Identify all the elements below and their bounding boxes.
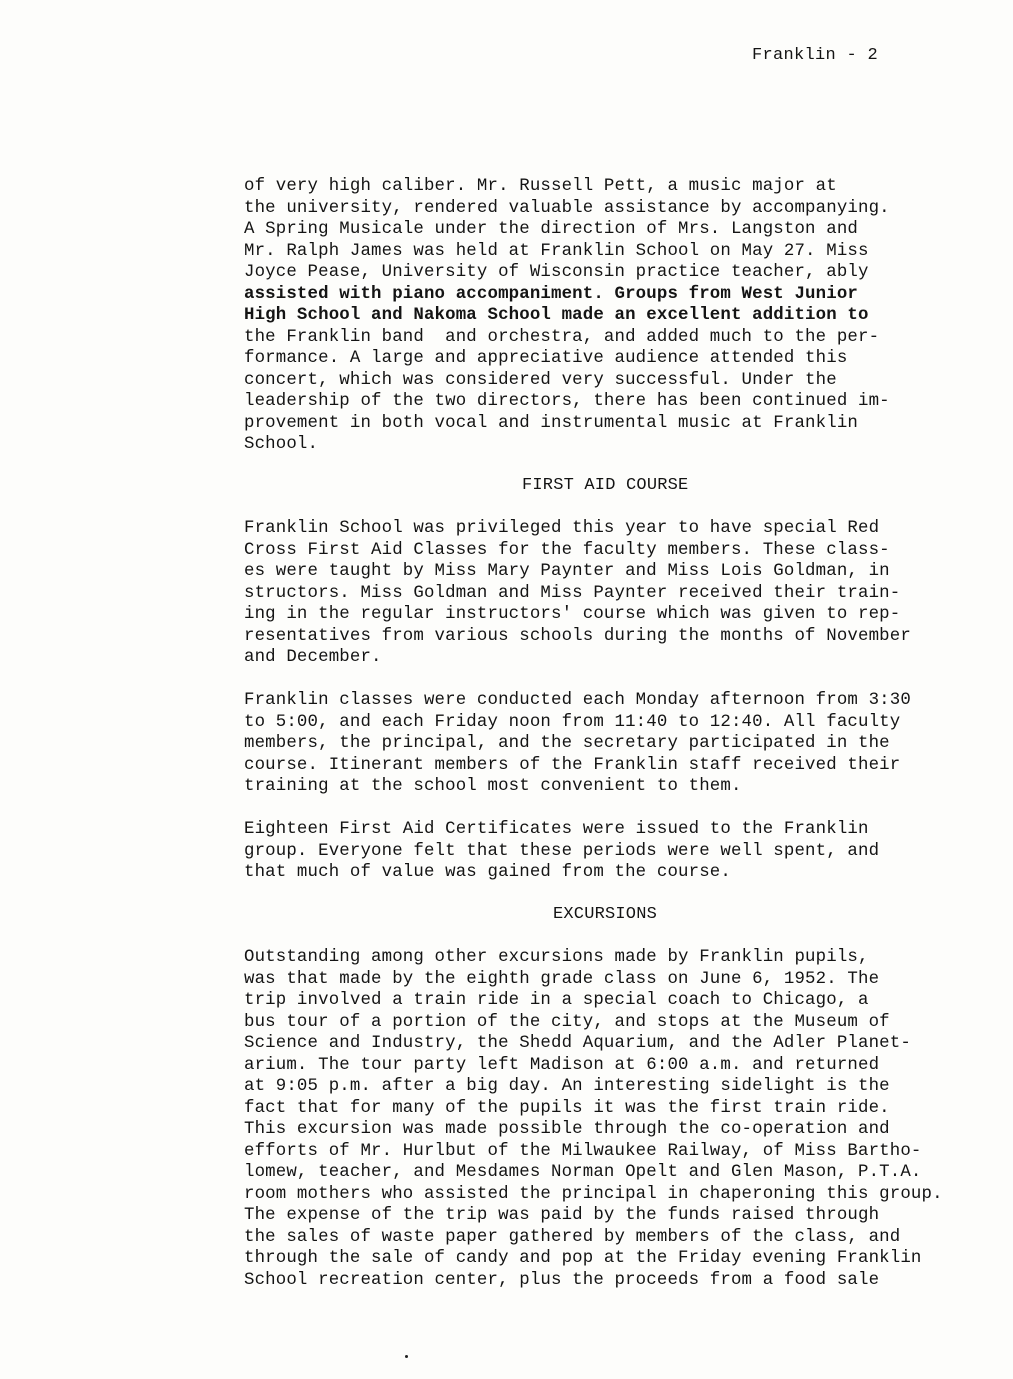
- text-line: Eighteen First Aid Certificates were issued to the Franklin: [244, 820, 869, 839]
- text-line: training at the school most convenient to them.: [244, 777, 742, 796]
- text-line: trip involved a train ride in a special coach to Chicago, a: [244, 991, 869, 1010]
- text-line: the Franklin band and orchestra, and added much to the per-: [244, 327, 880, 347]
- text-line: Mr. Ralph James was held at Franklin School on May 27. Miss: [244, 241, 869, 261]
- text-line: and December.: [244, 648, 382, 667]
- text-line: es were taught by Miss Mary Paynter and Miss Lois Goldman, in: [244, 562, 890, 581]
- text-line: group. Everyone felt that these periods were well spent, and: [244, 841, 880, 861]
- text-line: room mothers who assisted the principal in chaperoning this group.: [244, 1184, 943, 1204]
- text-line: Franklin classes were conducted each Monday afternoon from 3:30: [244, 691, 911, 710]
- section-heading-first-aid: FIRST AID COURSE: [522, 476, 689, 495]
- text-line: lomew, teacher, and Mesdames Norman Opelt and Glen Mason, P.T.A.: [244, 1163, 922, 1182]
- text-line: fact that for many of the pupils it was the first train ride.: [244, 1098, 890, 1118]
- section-heading-excursions: EXCURSIONS: [553, 905, 658, 924]
- ink-speck: [405, 1355, 408, 1358]
- text-line: School.: [244, 435, 319, 454]
- text-line: was that made by the eighth grade class on June 6, 1952. The: [244, 969, 880, 989]
- text-line: leadership of the two directors, there has been continued im-: [244, 392, 890, 411]
- text-line: School recreation center, plus the proceeds from a food sale: [244, 1270, 880, 1290]
- text-line: concert, which was considered very successful. Under the: [244, 370, 837, 390]
- text-line: of very high caliber. Mr. Russell Pett, a music major at: [244, 177, 837, 196]
- text-line: assisted with piano accompaniment. Groups from West Junior: [244, 284, 858, 304]
- text-line: that much of value was gained from the course.: [244, 863, 731, 882]
- text-line: the sales of waste paper gathered by members of the class, and: [244, 1227, 901, 1247]
- music-paragraph: [244, 176, 944, 456]
- first-aid-paragraph-2: [244, 690, 944, 798]
- text-line: efforts of Mr. Hurlbut of the Milwaukee Railway, of Miss Bartho-: [244, 1141, 922, 1161]
- text-line: Science and Industry, the Shedd Aquarium, and the Adler Planet-: [244, 1034, 911, 1053]
- text-line: the university, rendered valuable assistance by accompanying.: [244, 198, 890, 218]
- text-line: at 9:05 p.m. after a big day. An interesting sidelight is the: [244, 1077, 890, 1096]
- text-line: ing in the regular instructors' course which was given to rep-: [244, 605, 901, 624]
- text-line: This excursion was made possible through the co-operation and: [244, 1120, 890, 1139]
- text-line: Outstanding among other excursions made by Franklin pupils,: [244, 948, 869, 967]
- text-line: bus tour of a portion of the city, and stops at the Museum of: [244, 1012, 890, 1032]
- text-line: Franklin School was privileged this year to have special Red: [244, 519, 880, 538]
- text-line: to 5:00, and each Friday noon from 11:40 to 12:40. All faculty: [244, 712, 901, 732]
- text-line: formance. A large and appreciative audience attended this: [244, 349, 848, 368]
- text-line: resentatives from various schools during the months of November: [244, 626, 911, 646]
- text-line: The expense of the trip was paid by the funds raised through: [244, 1206, 880, 1225]
- text-line: A Spring Musicale under the direction of Mrs. Langston and: [244, 220, 858, 239]
- text-line: members, the principal, and the secretary participated in the: [244, 734, 890, 753]
- first-aid-paragraph-1: [244, 518, 944, 669]
- text-line: structors. Miss Goldman and Miss Paynter received their train-: [244, 583, 901, 603]
- text-line: arium. The tour party left Madison at 6:00 a.m. and returned: [244, 1055, 880, 1075]
- text-line: through the sale of candy and pop at the Friday evening Franklin: [244, 1249, 922, 1268]
- excursions-paragraph: [244, 947, 984, 1291]
- text-line: Joyce Pease, University of Wisconsin practice teacher, ably: [244, 263, 869, 282]
- text-line: provement in both vocal and instrumental music at Franklin: [244, 413, 858, 433]
- text-line: course. Itinerant members of the Franklin staff received their: [244, 755, 901, 775]
- text-line: High School and Nakoma School made an excellent addition to: [244, 306, 869, 325]
- first-aid-paragraph-3: [244, 819, 944, 884]
- page-header: Franklin - 2: [752, 46, 879, 65]
- text-line: Cross First Aid Classes for the faculty members. These class-: [244, 540, 890, 560]
